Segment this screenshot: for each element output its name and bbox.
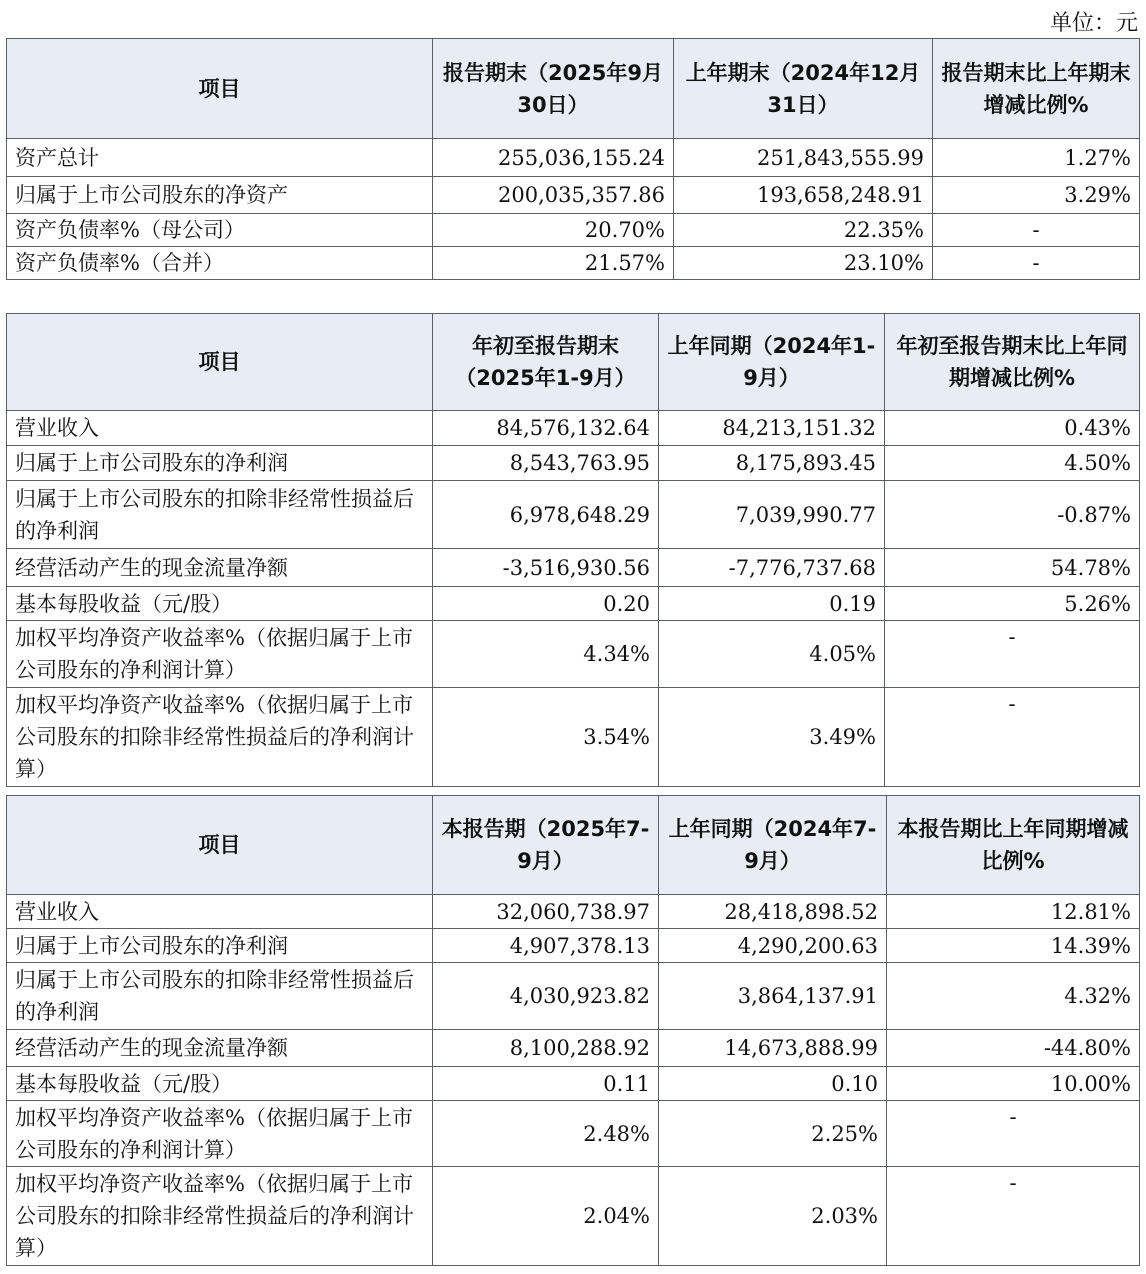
- table-row: [7, 1101, 1140, 1167]
- cell-value: 200,035,357.86: [433, 177, 674, 214]
- cell-value: 2.48%: [433, 1101, 659, 1167]
- cell-value: 54.78%: [885, 549, 1140, 587]
- cell-value: 14.39%: [887, 929, 1140, 963]
- cell-value: 255,036,155.24: [433, 139, 674, 177]
- cell-value: 3.54%: [433, 688, 659, 787]
- ytd-income-table: [6, 313, 1140, 787]
- header-item: 项目: [7, 796, 433, 895]
- cell-value: 28,418,898.52: [659, 895, 887, 929]
- cell-value: 0.10: [659, 1067, 887, 1101]
- table-row: [7, 587, 1140, 621]
- balance-sheet-table: [6, 38, 1140, 280]
- row-label: 加权平均净资产收益率%（依据归属于上市公司股东的净利润计算）: [7, 621, 433, 688]
- cell-value: 7,039,990.77: [659, 481, 885, 549]
- cell-value: 84,213,151.32: [659, 411, 885, 446]
- cell-value: 2.25%: [659, 1101, 887, 1167]
- cell-value: 10.00%: [887, 1067, 1140, 1101]
- cell-value: 22.35%: [674, 214, 933, 247]
- header-prior-quarter: 上年同期（2024年7-9月）: [659, 796, 887, 895]
- table-row: [7, 549, 1140, 587]
- header-ytd: 年初至报告期末（2025年1-9月）: [433, 314, 659, 411]
- table-row: [7, 621, 1140, 688]
- row-label: 经营活动产生的现金流量净额: [7, 549, 433, 587]
- header-current-quarter: 本报告期（2025年7-9月）: [433, 796, 659, 895]
- table-row: [7, 247, 1140, 280]
- cell-value: 5.26%: [885, 587, 1140, 621]
- table-row: [7, 411, 1140, 446]
- cell-value: 14,673,888.99: [659, 1030, 887, 1067]
- cell-value: -: [885, 621, 1140, 688]
- row-label: 营业收入: [7, 411, 433, 446]
- row-label: 归属于上市公司股东的净利润: [7, 929, 433, 963]
- table-row: [7, 481, 1140, 549]
- cell-value: 4.05%: [659, 621, 885, 688]
- header-prior-ytd: 上年同期（2024年1-9月）: [659, 314, 885, 411]
- header-last-year-end: 上年期末（2024年12月31日）: [674, 39, 933, 139]
- row-label: 基本每股收益（元/股）: [7, 1067, 433, 1101]
- row-label: 归属于上市公司股东的扣除非经常性损益后的净利润: [7, 963, 433, 1030]
- cell-value: 84,576,132.64: [433, 411, 659, 446]
- header-change-pct: 年初至报告期末比上年同期增减比例%: [885, 314, 1140, 411]
- row-label: 加权平均净资产收益率%（依据归属于上市公司股东的扣除非经常性损益后的净利润计算）: [7, 688, 433, 787]
- cell-value: 4.34%: [433, 621, 659, 688]
- cell-value: 20.70%: [433, 214, 674, 247]
- cell-value: -: [933, 214, 1140, 247]
- cell-value: 193,658,248.91: [674, 177, 933, 214]
- cell-value: 4.50%: [885, 446, 1140, 481]
- table-row: [7, 688, 1140, 787]
- header-item: 项目: [7, 314, 433, 411]
- cell-value: 0.11: [433, 1067, 659, 1101]
- unit-label: 单位：元: [1049, 11, 1138, 36]
- cell-value: -: [885, 688, 1140, 787]
- row-label: 归属于上市公司股东的净资产: [7, 177, 433, 214]
- cell-value: -7,776,737.68: [659, 549, 885, 587]
- table-row: [7, 446, 1140, 481]
- cell-value: -: [887, 1101, 1140, 1167]
- cell-value: -3,516,930.56: [433, 549, 659, 587]
- table-row: [7, 895, 1140, 929]
- table-row: [7, 1030, 1140, 1067]
- row-label: 基本每股收益（元/股）: [7, 587, 433, 621]
- cell-value: 0.43%: [885, 411, 1140, 446]
- cell-value: 8,543,763.95: [433, 446, 659, 481]
- cell-value: 23.10%: [674, 247, 933, 280]
- header-period-end: 报告期末（2025年9月30日）: [433, 39, 674, 139]
- cell-value: 2.04%: [433, 1167, 659, 1266]
- table-row: [7, 963, 1140, 1030]
- row-label: 资产总计: [7, 139, 433, 177]
- row-label: 加权平均净资产收益率%（依据归属于上市公司股东的扣除非经常性损益后的净利润计算）: [7, 1167, 433, 1266]
- table-header-row: [7, 314, 1140, 411]
- quarter-income-table: [6, 795, 1140, 1266]
- cell-value: 32,060,738.97: [433, 895, 659, 929]
- cell-value: 0.20: [433, 587, 659, 621]
- table-header-row: [7, 796, 1140, 895]
- table-row: [7, 214, 1140, 247]
- cell-value: 21.57%: [433, 247, 674, 280]
- cell-value: 4,290,200.63: [659, 929, 887, 963]
- table-row: [7, 1067, 1140, 1101]
- cell-value: 8,175,893.45: [659, 446, 885, 481]
- cell-value: 6,978,648.29: [433, 481, 659, 549]
- cell-value: 4,907,378.13: [433, 929, 659, 963]
- cell-value: 4,030,923.82: [433, 963, 659, 1030]
- table-row: [7, 929, 1140, 963]
- cell-value: 3,864,137.91: [659, 963, 887, 1030]
- cell-value: -0.87%: [885, 481, 1140, 549]
- cell-value: 4.32%: [887, 963, 1140, 1030]
- cell-value: -44.80%: [887, 1030, 1140, 1067]
- cell-value: 3.29%: [933, 177, 1140, 214]
- row-label: 资产负债率%（母公司）: [7, 214, 433, 247]
- cell-value: 12.81%: [887, 895, 1140, 929]
- row-label: 归属于上市公司股东的扣除非经常性损益后的净利润: [7, 481, 433, 549]
- table-row: [7, 177, 1140, 214]
- header-item: 项目: [7, 39, 433, 139]
- row-label: 归属于上市公司股东的净利润: [7, 446, 433, 481]
- header-change-pct: 本报告期比上年同期增减比例%: [887, 796, 1140, 895]
- row-label: 资产负债率%（合并）: [7, 247, 433, 280]
- cell-value: -: [887, 1167, 1140, 1266]
- row-label: 经营活动产生的现金流量净额: [7, 1030, 433, 1067]
- cell-value: 251,843,555.99: [674, 139, 933, 177]
- table-row: [7, 139, 1140, 177]
- cell-value: 3.49%: [659, 688, 885, 787]
- row-label: 营业收入: [7, 895, 433, 929]
- cell-value: -: [933, 247, 1140, 280]
- row-label: 加权平均净资产收益率%（依据归属于上市公司股东的净利润计算）: [7, 1101, 433, 1167]
- cell-value: 0.19: [659, 587, 885, 621]
- table-header-row: [7, 39, 1140, 139]
- table-row: [7, 1167, 1140, 1266]
- cell-value: 2.03%: [659, 1167, 887, 1266]
- header-change-pct: 报告期末比上年期末增减比例%: [933, 39, 1140, 139]
- cell-value: 8,100,288.92: [433, 1030, 659, 1067]
- cell-value: 1.27%: [933, 139, 1140, 177]
